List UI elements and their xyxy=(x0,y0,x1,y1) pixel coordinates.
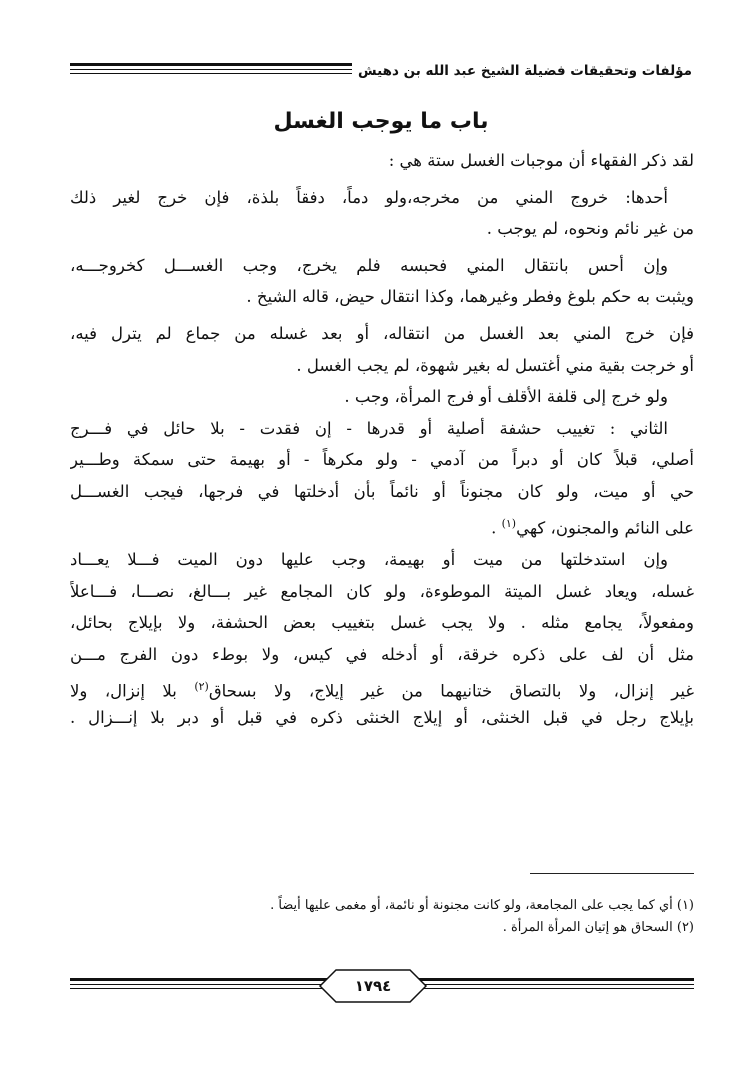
text-fragment: على النائم والمجنون، كهي xyxy=(516,518,694,538)
footnote-1: (١) أي كما يجب على المجامعة، ولو كانت مجنونة أو نائمة، أو مغمى عليها أيضاً . xyxy=(270,898,694,913)
text-line: بإيلاج رجل في قبل الخنثى، أو إيلاج الخنثى ذكره في قبل أو دبر بلا إنـــزال . xyxy=(70,708,694,728)
text-line: أصلي، قبلاً كان أو دبراً من آدمي - ولو مكرهاً - أو بهيمة حتى سمكة وطـــير xyxy=(70,450,694,470)
text-fragment: بلا إنزال، ولا xyxy=(70,681,177,700)
header-title: مؤلفات وتحقيقات فضيلة الشيخ عبد الله بن دهيش xyxy=(352,58,692,84)
text-line: أو خرجت بقية مني أغتسل له بغير شهوة، لم يجب الغسل . xyxy=(296,355,694,375)
text-fragment: . xyxy=(491,518,497,538)
text-line-with-note xyxy=(70,671,694,703)
text-line: ويثبت به حكم بلوغ وفطر وغيرهما، وكذا انتقال حيض، قاله الشيخ . xyxy=(246,287,694,307)
page-number-frame xyxy=(318,968,428,1004)
footnote-2: (٢) السحاق هو إتيان المرأة المرأة . xyxy=(502,920,694,935)
running-header xyxy=(70,58,692,84)
text-line: لقد ذكر الفقهاء أن موجبات الغسل ستة هي : xyxy=(388,151,694,170)
text-line: من غير نائم ونحوه، لم يوجب . xyxy=(486,219,694,239)
text-line-with-note xyxy=(70,508,694,540)
text-line: حي أو ميت، ولو كان مجنوناً أو نائماً بأن أدخلتها في فرجها، فيجب الغســـل xyxy=(70,481,694,501)
footnotes xyxy=(90,895,694,939)
text-line: فإن خرج المني بعد الغسل من انتقاله، أو بعد غسله من جماع لم يترل فيه، xyxy=(70,323,694,343)
footnote-ref-1[interactable]: (١) xyxy=(501,516,517,530)
text-line: الثاني : تغييب حشفة أصلية أو قدرها - إن فقدت - بلا حائل في فـــرج xyxy=(70,418,668,438)
text-line: مثل أن لف على ذكره خرقة، أو أدخله في كيس، ولا بوطء دون الفرج مـــن xyxy=(70,644,694,664)
chapter-title: باب ما يوجب الغسل xyxy=(273,109,489,134)
text-fragment: غير إنزال، ولا بالتصاق ختانيهما من غير إيلاج، ولا بسحاق xyxy=(208,681,694,700)
text-line: وإن أحس بانتقال المني فحبسه فلم يخرج، وجب الغســـل كخروجـــه، xyxy=(70,255,668,275)
text-line: ولو خرج إلى قلفة الأقلف أو فرج المرأة، وجب . xyxy=(344,387,668,407)
text-line: ومفعولاً، يجامع مثله . ولا يجب غسل بتغييب بعض الحشفة، ولا بإيلاج بحائل، xyxy=(70,613,694,633)
body-text xyxy=(70,145,694,734)
text-line: غسله، ويعاد غسل الميتة الموطوءة، ولو كان المجامع غير بـــالغ، نصـــا، فـــاعلاً xyxy=(70,581,694,601)
page-number: ١٧٩٤ xyxy=(354,977,392,995)
footnote-ref-2[interactable]: (٢) xyxy=(194,679,209,693)
text-line: أحدها: خروج المني من مخرجه،ولو دماً، دفقاً بلذة، فإن خرج لغير ذلك xyxy=(70,187,668,207)
page-footer xyxy=(70,968,694,1004)
text-line: وإن استدخلتها من ميت أو بهيمة، وجب عليها دون الميت فـــلا يعـــاد xyxy=(70,550,668,570)
footnote-separator xyxy=(530,873,694,874)
